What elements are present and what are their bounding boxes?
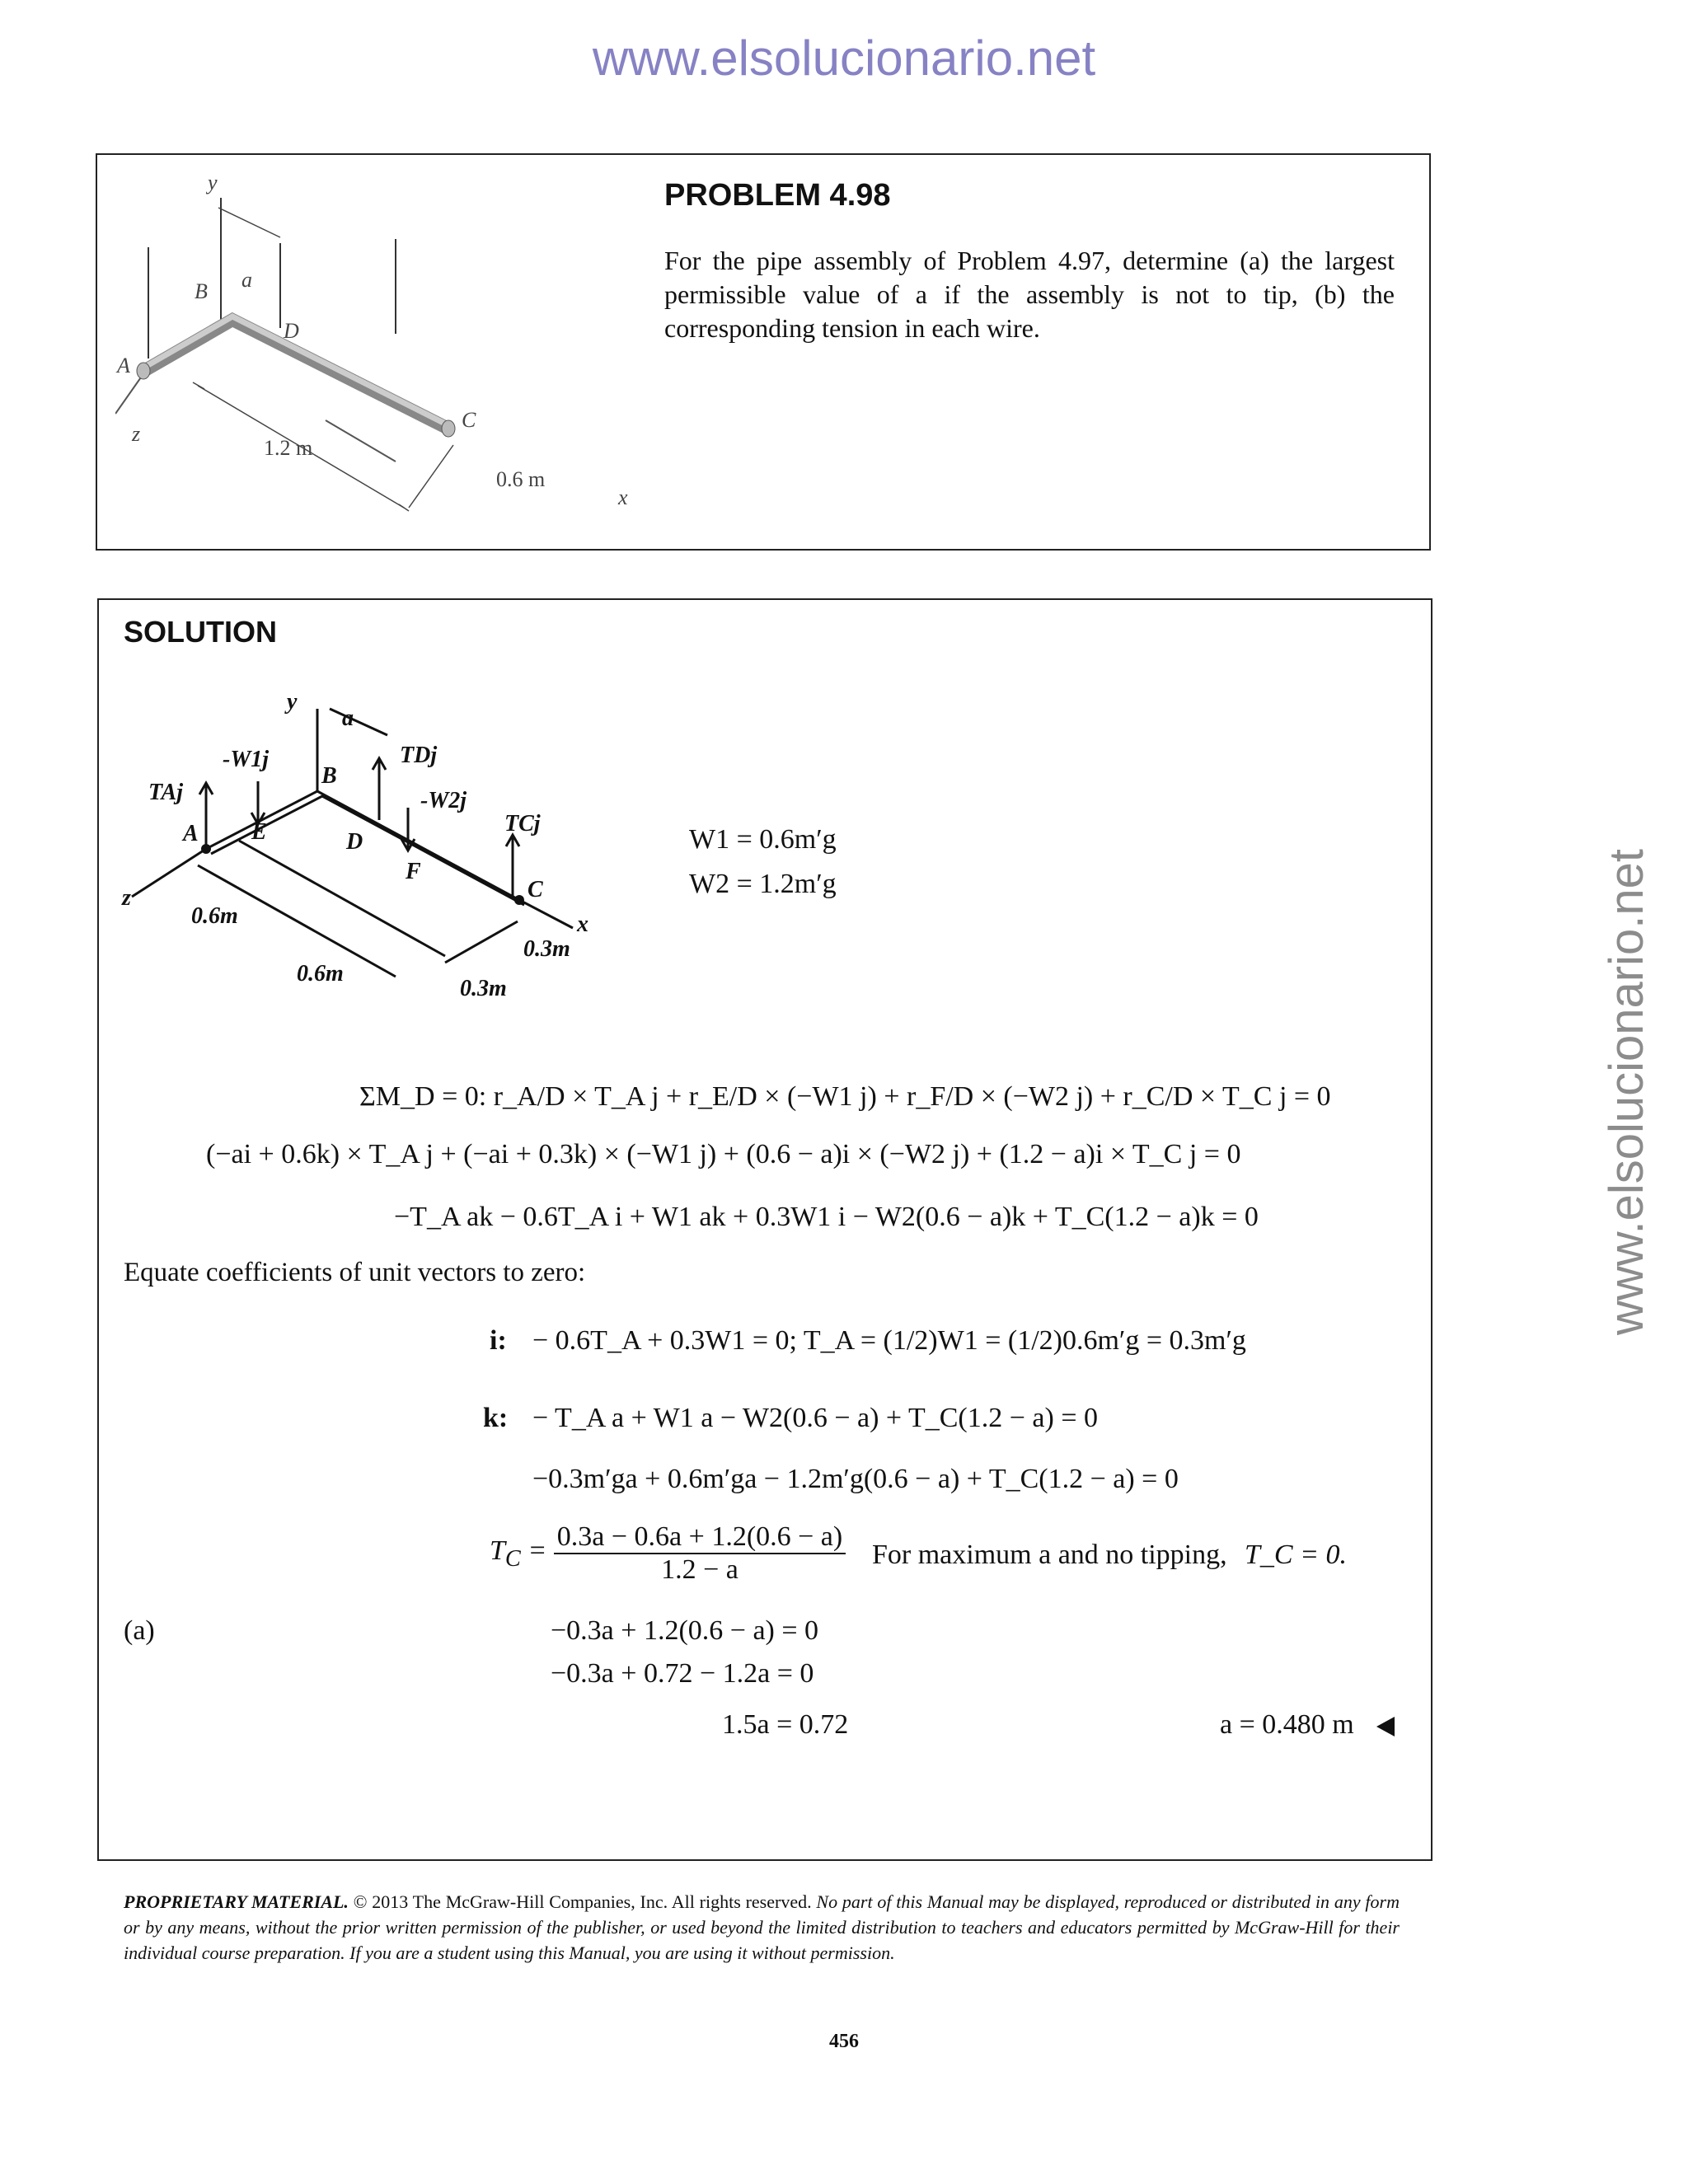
equate-text: Equate coefficients of unit vectors to zero: <box>124 1258 586 1287</box>
sk-d1: 0.6m <box>191 903 238 929</box>
fig-label-A: A <box>117 354 130 377</box>
tc-fraction <box>554 1521 846 1586</box>
answer-marker-icon <box>1373 1714 1398 1739</box>
fig-label-D: D <box>284 319 299 343</box>
fig-label-y: y <box>208 171 218 194</box>
tc-denominator: 1.2 − a <box>661 1554 738 1585</box>
a-equation-2: −0.3a + 0.72 − 1.2a = 0 <box>551 1658 814 1689</box>
sk-F: F <box>406 859 421 884</box>
k-equation-1: − T_A a + W1 a − W2(0.6 − a) + T_C(1.2 − a) = 0 <box>532 1403 1098 1433</box>
solution-title: SOLUTION <box>124 615 277 649</box>
copyright-footer <box>124 1889 1400 1966</box>
free-body-sketch <box>115 684 602 1014</box>
sk-y: y <box>287 689 298 715</box>
fig-label-x: x <box>618 485 628 509</box>
watermark-side[interactable]: www.elsolucionario.net <box>1600 849 1653 1335</box>
footer-normal: © 2013 The McGraw-Hill Companies, Inc. All rights reserved. <box>353 1891 812 1912</box>
a-equation-1: −0.3a + 1.2(0.6 − a) = 0 <box>551 1615 819 1646</box>
sk-W1: -W1j <box>223 747 269 772</box>
expanded-equation: (−ai + 0.6k) × T_A j + (−ai + 0.3k) × (−W1 j) + (0.6 − a)i × (−W2 j) + (1.2 − a)i × T_C j = 0 <box>206 1139 1241 1169</box>
sk-a: a <box>342 705 354 731</box>
part-a-label: (a) <box>124 1615 155 1646</box>
result-equation: −T_A ak − 0.6T_A i + W1 ak + 0.3W1 i − W2(0.6 − a)k + T_C(1.2 − a)k = 0 <box>394 1202 1259 1232</box>
sk-d4: 0.3m <box>460 976 507 1001</box>
sk-E: E <box>251 819 267 845</box>
k-label: k: <box>483 1403 509 1433</box>
i-label: i: <box>490 1325 507 1356</box>
fig-label-a: a <box>241 268 252 292</box>
tc-numerator: 0.3a − 0.6a + 1.2(0.6 − a) <box>554 1521 846 1554</box>
fig-dim-1.2m: 1.2 m <box>264 436 313 460</box>
problem-statement: For the pipe assembly of Problem 4.97, determine (a) the largest permissible value of a if the assembly is not to tip, (b) the corresponding tension in each wire. <box>664 246 1395 343</box>
sk-W2: -W2j <box>420 788 467 813</box>
sk-D: D <box>346 829 363 855</box>
tc-expression: $T_C$ = $\frac{0.3a - 0.6a + 1.2(0.6 - a)}{1.2 - a}$ <box>490 1521 846 1586</box>
sk-d2: 0.6m <box>297 961 344 987</box>
i-equation: − 0.6T_A + 0.3W1 = 0; T_A = (1/2)W1 = (1/2)0.6m′g = 0.3m′g <box>532 1325 1246 1356</box>
w2-equation: W2 = 1.2m′g <box>689 869 837 899</box>
fig-label-B: B <box>195 279 208 303</box>
sk-TD: TDj <box>400 743 438 768</box>
fig-label-z: z <box>132 422 141 446</box>
sk-TC: TCj <box>504 811 541 837</box>
problem-title: PROBLEM 4.98 <box>664 178 891 213</box>
final-answer: a = 0.480 m <box>1220 1709 1354 1740</box>
w1-equation: W1 = 0.6m′g <box>689 824 837 855</box>
sk-A: A <box>183 821 199 846</box>
tc-zero: T_C = 0. <box>1245 1540 1348 1570</box>
k-equation-2: −0.3m′ga + 0.6m′ga − 1.2m′g(0.6 − a) + T_C(1.2 − a) = 0 <box>532 1464 1179 1494</box>
a-equation-3: 1.5a = 0.72 <box>722 1709 849 1740</box>
page-number: 456 <box>829 2031 859 2052</box>
sk-C: C <box>528 877 543 902</box>
sk-d3: 0.3m <box>523 936 570 962</box>
sk-B: B <box>321 763 337 789</box>
moment-equation: ΣM_D = 0: r_A/D × T_A j + r_E/D × (−W1 j) + r_F/D × (−W2 j) + r_C/D × T_C j = 0 <box>359 1081 1331 1112</box>
sk-x: x <box>577 912 588 937</box>
footer-bold: PROPRIETARY MATERIAL. <box>124 1891 349 1912</box>
no-tip-text: For maximum a and no tipping, <box>872 1540 1227 1570</box>
fig-dim-0.6m: 0.6 m <box>496 467 546 491</box>
sk-z: z <box>122 885 131 911</box>
footer-italic: No part of this Manual may be displayed, reproduced or distributed in any form or by any means, without the prior written permission of the publisher, or used beyond the limited distribution to teachers and educators permitted by McGraw-Hill for their individual course preparation. If you are a student using this Manual, you are using it without permission. <box>124 1891 1400 1963</box>
sk-TA: TAj <box>148 780 184 805</box>
watermark-top[interactable]: www.elsolucionario.net <box>592 30 1096 86</box>
problem-figure <box>115 165 643 527</box>
fig-label-C: C <box>462 408 476 432</box>
